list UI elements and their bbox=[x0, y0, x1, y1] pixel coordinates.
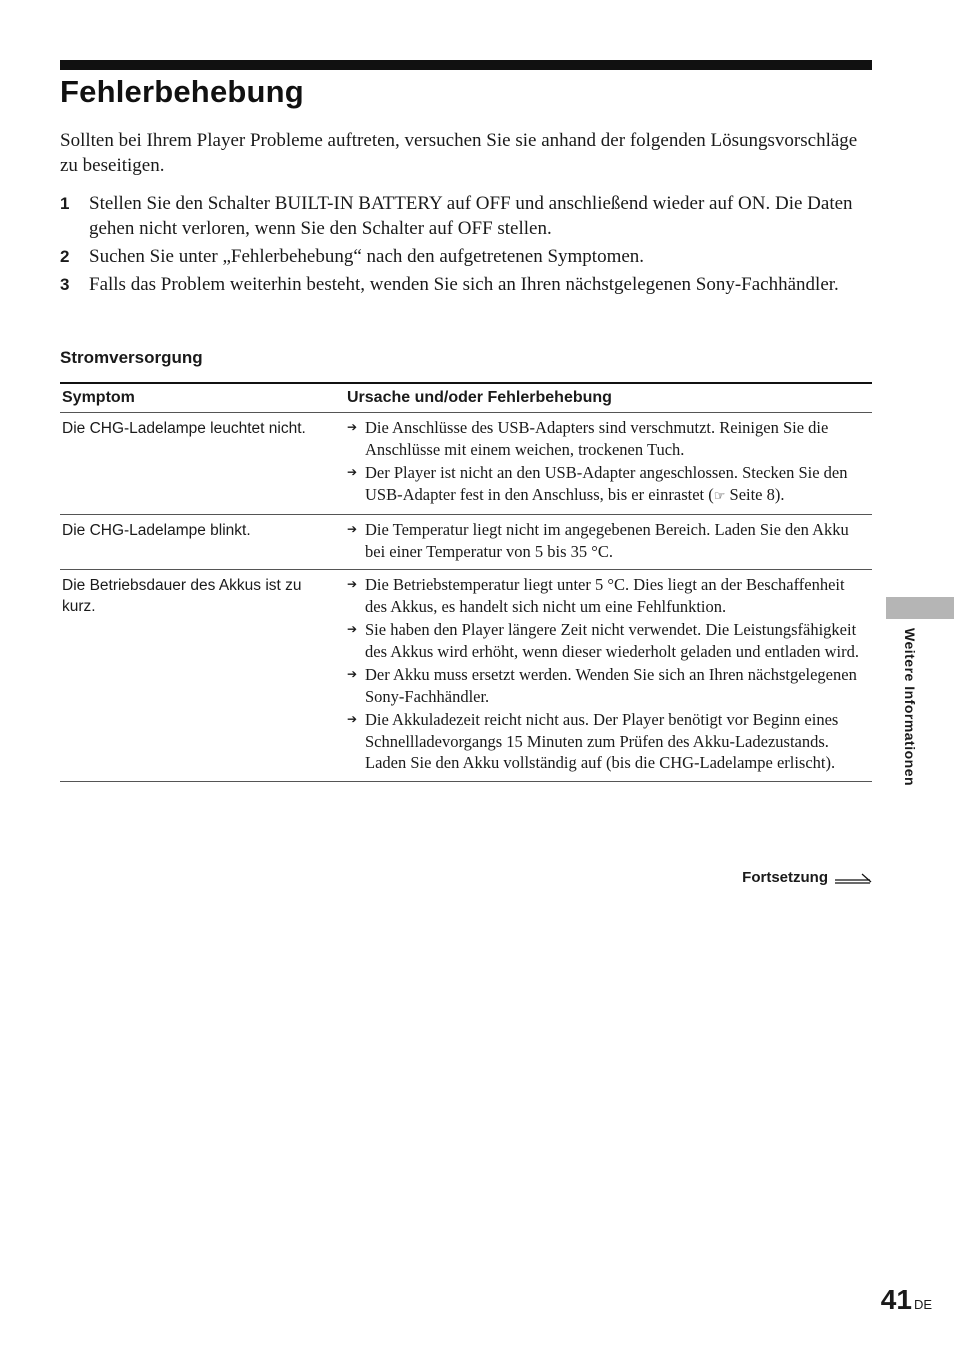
remedy-item bbox=[347, 519, 868, 562]
table-row bbox=[60, 570, 872, 782]
remedy-item bbox=[347, 664, 868, 707]
pointing-hand-icon: ☞ bbox=[713, 488, 726, 504]
remedy-text: Die Betriebstemperatur liegt unter 5 °C. Dies liegt an der Beschaffenheit des Akkus, es handelt sich nicht um eine Fehlfunktion. bbox=[365, 575, 845, 616]
step-number: 3 bbox=[60, 275, 70, 294]
remedy-item bbox=[347, 709, 868, 774]
cause-column-header: Ursache und/oder Fehlerbehebung bbox=[345, 383, 872, 413]
step-item bbox=[60, 244, 872, 269]
intro-paragraph: Sollten bei Ihrem Player Probleme auftreten, versuchen Sie sie anhand der folgenden Lösungsvorschläge zu beseitigen. bbox=[60, 130, 858, 176]
step-text: Falls das Problem weiterhin besteht, wenden Sie sich an Ihren nächstgelegenen Sony-Fachhändler. bbox=[89, 274, 839, 295]
remedy-cell bbox=[345, 570, 872, 782]
remedy-item bbox=[347, 417, 868, 460]
arrow-right-icon: ➔ bbox=[347, 522, 358, 536]
remedy-text: Sie haben den Player längere Zeit nicht verwendet. Die Leistungsfähigkeit des Akkus wird erhöht, wenn dieser wiederholt geladen und entladen wird. bbox=[365, 620, 859, 661]
symptom-column-header: Symptom bbox=[60, 383, 345, 413]
symptom-cell: Die CHG-Ladelampe leuchtet nicht. bbox=[60, 413, 345, 515]
troubleshooting-table bbox=[60, 382, 872, 782]
title-bar-rule bbox=[60, 60, 872, 70]
symptom-cell: Die CHG-Ladelampe blinkt. bbox=[60, 515, 345, 570]
continue-arrow-icon bbox=[834, 872, 872, 884]
remedy-text: Der Player ist nicht an den USB-Adapter angeschlossen. Stecken Sie den USB-Adapter fest in den Anschluss, bis er einrastet ( bbox=[365, 463, 848, 504]
arrow-right-icon: ➔ bbox=[347, 622, 358, 636]
page-title: Fehlerbehebung bbox=[60, 74, 304, 109]
page-number bbox=[881, 1284, 932, 1316]
continued-indicator bbox=[742, 869, 872, 886]
step-number: 1 bbox=[60, 194, 70, 213]
arrow-right-icon: ➔ bbox=[347, 420, 358, 434]
remedy-text: Die Temperatur liegt nicht im angegebenen Bereich. Laden Sie den Akku bei einer Temperatur von 5 bis 35 °C. bbox=[365, 520, 849, 561]
remedy-cell bbox=[345, 515, 872, 570]
section-heading: Stromversorgung bbox=[60, 348, 203, 367]
continued-label: Fortsetzung bbox=[742, 869, 828, 886]
remedy-item bbox=[347, 574, 868, 617]
step-item bbox=[60, 272, 872, 297]
remedy-cell bbox=[345, 413, 872, 515]
remedy-item bbox=[347, 462, 868, 507]
step-number: 2 bbox=[60, 247, 70, 266]
page-number-value: 41 bbox=[880, 1284, 912, 1315]
arrow-right-icon: ➔ bbox=[347, 577, 358, 591]
steps-list bbox=[60, 191, 872, 300]
remedy-text: Die Anschlüsse des USB-Adapters sind verschmutzt. Reinigen Sie die Anschlüsse mit einem weichen, trockenen Tuch. bbox=[365, 418, 829, 459]
side-tab-marker bbox=[886, 597, 954, 619]
step-text: Stellen Sie den Schalter BUILT-IN BATTERY auf OFF und anschließend wieder auf ON. Die Daten gehen nicht verloren, wenn Sie den Schalter auf OFF stellen. bbox=[89, 193, 853, 239]
table-header-row bbox=[60, 383, 872, 413]
remedy-text: Die Akkuladezeit reicht nicht aus. Der Player benötigt vor Beginn eines Schnellladevorgangs 15 Minuten zum Prüfen des Akku-Ladezustands. Laden Sie den Akku vollständig auf (bis die CHG-Ladelampe erlischt). bbox=[365, 710, 839, 772]
page-language: DE bbox=[913, 1297, 932, 1312]
table-row bbox=[60, 515, 872, 570]
page-reference[interactable]: Seite 8). bbox=[729, 484, 785, 504]
arrow-right-icon: ➔ bbox=[347, 712, 358, 726]
step-item bbox=[60, 191, 872, 241]
arrow-right-icon: ➔ bbox=[347, 667, 358, 681]
symptom-cell: Die Betriebsdauer des Akkus ist zu kurz. bbox=[60, 570, 345, 782]
section-side-label: Weitere Informationen bbox=[902, 628, 918, 787]
step-text: Suchen Sie unter „Fehlerbehebung“ nach den aufgetretenen Symptomen. bbox=[89, 246, 645, 267]
arrow-right-icon: ➔ bbox=[347, 465, 358, 479]
table-row bbox=[60, 413, 872, 515]
remedy-item bbox=[347, 619, 868, 662]
remedy-text: Der Akku muss ersetzt werden. Wenden Sie sich an Ihren nächstgelegenen Sony-Fachhändler. bbox=[365, 665, 857, 706]
